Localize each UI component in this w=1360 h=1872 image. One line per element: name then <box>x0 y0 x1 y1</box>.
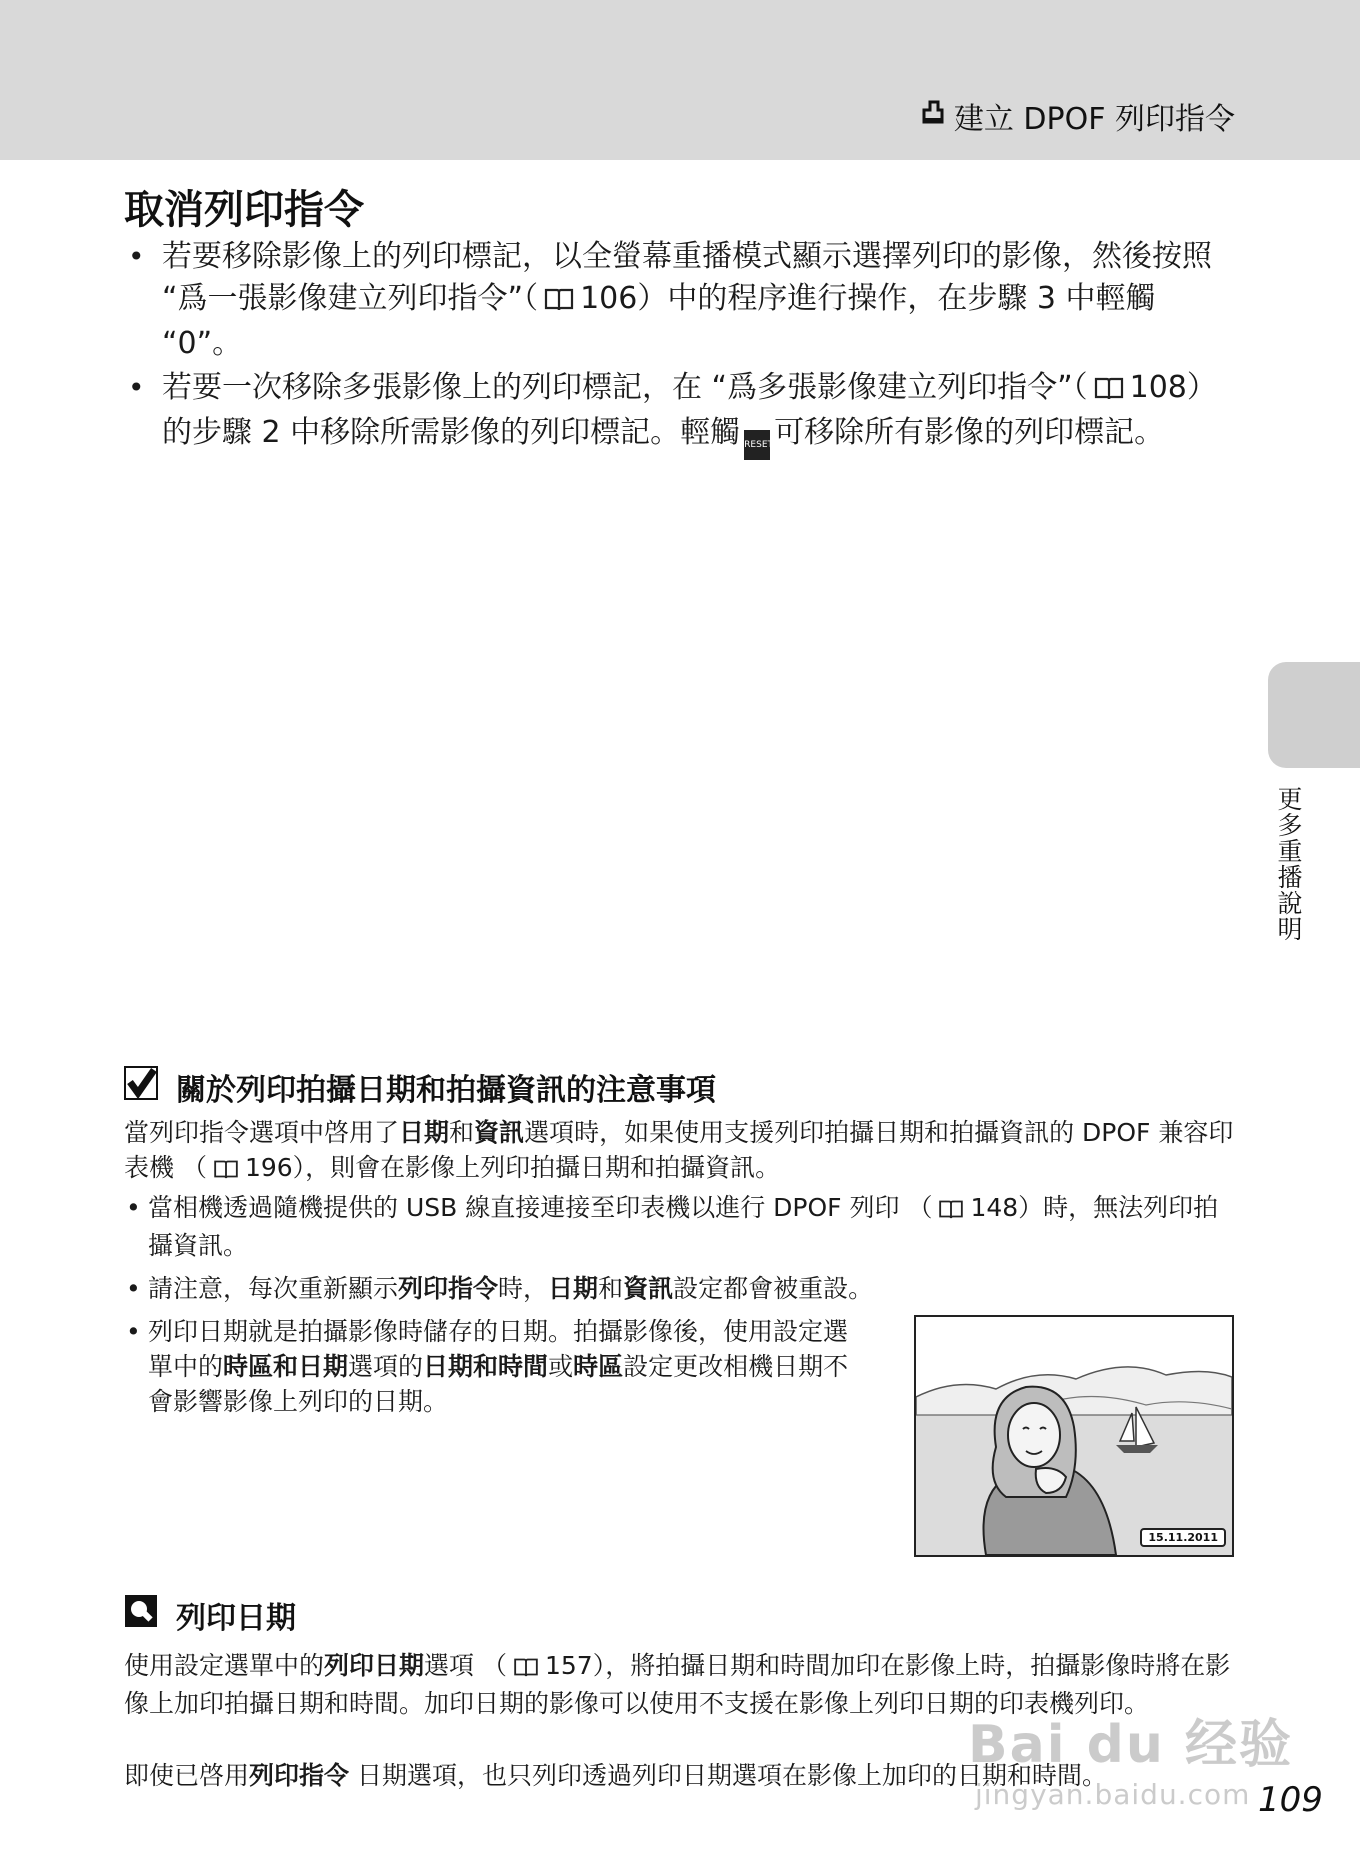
date-stamp: 15.11.2011 <box>1140 1528 1226 1547</box>
sample-photo <box>914 1315 1234 1557</box>
tip-bulb-icon <box>124 1594 158 1636</box>
page-ref[interactable]: 108 <box>1129 370 1187 405</box>
book-reference-icon <box>1094 370 1124 412</box>
list-item: • 列印日期就是拍攝影像時儲存的日期。拍攝影像後，使用設定選單中的時區和日期選項的日期和時間或時區設定更改相機日期不會影響影像上列印的日期。 <box>124 1314 868 1419</box>
note-paragraph: 當列印指令選項中啓用了日期和資訊選項時，如果使用支援列印拍攝日期和拍攝資訊的 DPOF 兼容印表機 （ 196），則會在影像上列印拍攝日期和拍攝資訊。 <box>124 1115 1234 1188</box>
watermark-url: jingyan.baidu.com <box>975 1778 1251 1811</box>
print-order-icon <box>920 99 946 134</box>
list-item: • 請注意，每次重新顯示列印指令時，日期和資訊設定都會被重設。 <box>124 1271 1234 1306</box>
tip-paragraph: 即使已啓用列印指令 日期選項，也只列印透過列印日期選項在影像上加印的日期和時間。 <box>124 1761 1107 1790</box>
book-reference-icon <box>938 1193 964 1228</box>
page-ref[interactable]: 196 <box>244 1153 293 1182</box>
tip-paragraph: 使用設定選單中的列印日期選項 （ 157），將拍攝日期和時間加印在影像上時，拍攝影像時將在影像上加印拍攝日期和時間。加印日期的影像可以使用不支援在影像上列印日期的印表機列印。 <box>124 1651 1231 1718</box>
list-item: • 當相機透過隨機提供的 USB 線直接連接至印表機以進行 DPOF 列印 （ 148）時，無法列印拍攝資訊。 <box>124 1190 1234 1263</box>
book-reference-icon <box>213 1153 239 1188</box>
tip-heading <box>124 1593 296 1637</box>
page-number: 109 <box>1258 1780 1323 1820</box>
section-title: 取消列印指令 <box>124 187 364 233</box>
tip-title: 列印日期 <box>176 1601 296 1636</box>
page-ref[interactable]: 157 <box>544 1651 593 1680</box>
header-title-text: 建立 DPOF 列印指令 <box>953 102 1235 137</box>
side-tab[interactable] <box>1268 662 1360 768</box>
list-item: • 若要一次移除多張影像上的列印標記，在 “爲多張影像建立列印指令”（ 108）的步驟 2 中移除所需影像的列印標記。輕觸 RESET可移除所有影像的列印標記。 <box>124 367 1234 460</box>
note-title: 關於列印拍攝日期和拍攝資訊的注意事項 <box>176 1073 716 1108</box>
header-title <box>920 94 1235 138</box>
main-bullet-list <box>124 236 1234 462</box>
page-ref[interactable]: 106 <box>580 281 638 316</box>
book-reference-icon <box>513 1651 539 1686</box>
list-item: • 若要移除影像上的列印標記，以全螢幕重播模式顯示選擇列印的影像，然後按照 “爲一張影像建立列印指令”（ 106）中的程序進行操作，在步驟 3 中輕觸 “0”。 <box>124 236 1234 365</box>
note-heading <box>124 1065 716 1109</box>
checkmark-note-icon <box>124 1066 158 1108</box>
watermark-brand: Bai du 经验 <box>968 1715 1293 1775</box>
side-tab-label: 更多重播說明 <box>1274 786 1303 942</box>
book-reference-icon <box>544 281 574 323</box>
portrait-illustration <box>916 1317 1232 1555</box>
reset-icon: RESET <box>744 430 770 460</box>
page-ref[interactable]: 148 <box>970 1193 1019 1222</box>
